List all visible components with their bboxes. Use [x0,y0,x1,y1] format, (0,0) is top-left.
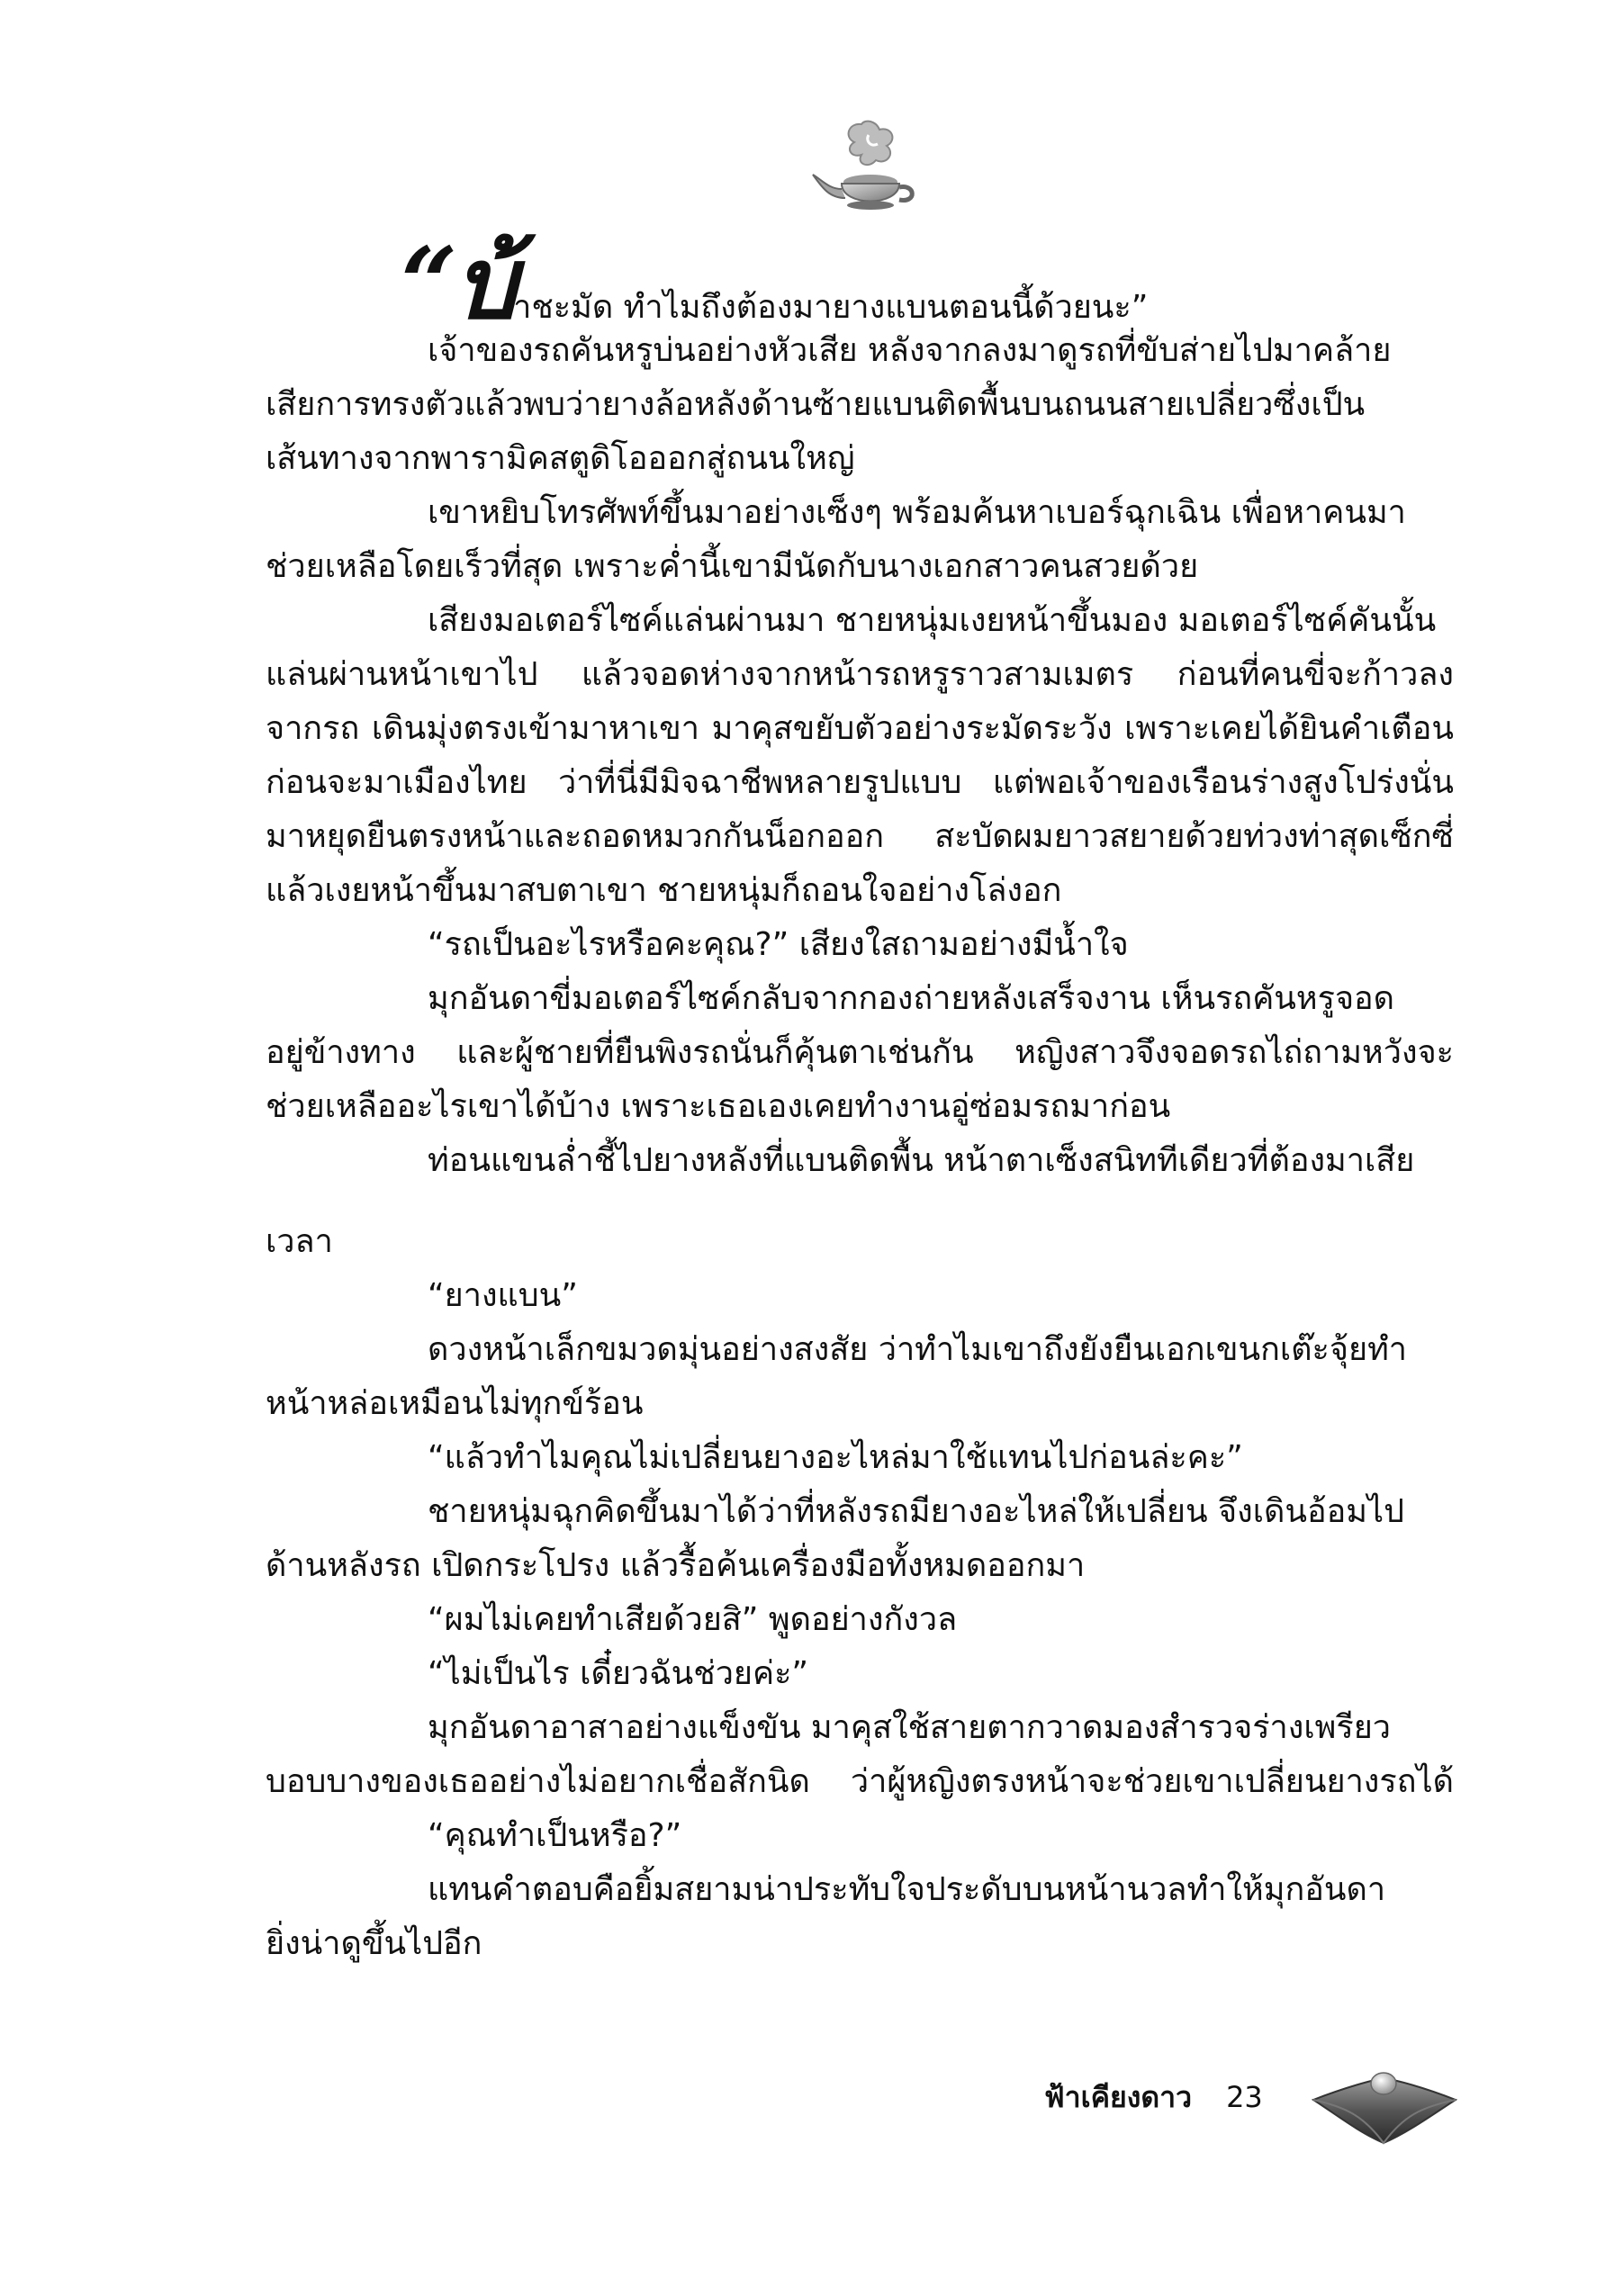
dialogue-line: “รถเป็นอะไรหรือคะคุณ?” เสียงใสถามอย่างมีน้ำใจ [428,926,1129,963]
dialogue-line: “ยางแบน” [428,1277,578,1314]
opening-text: าชะมัด ทำไมถึงต้องมายางแบนตอนนี้ด้วยนะ” [513,289,1149,326]
page-footer [1044,2070,1263,2124]
paragraph-line: เสียงมอเตอร์ไซค์แล่นผ่านมา ชายหนุ่มเงยหน้าขึ้นมอง มอเตอร์ไซค์คันนั้น [428,602,1437,639]
dialogue-line: “ผมไม่เคยทำเสียด้วยสิ” พูดอย่างกังวล [428,1601,958,1638]
paragraph-line: จากรถ เดินมุ่งตรงเข้ามาหาเขา มาคุสขยับตัวอย่างระมัดระวัง เพราะเคยได้ยินคำเตือน [266,710,1454,747]
teapot-ornament-icon [806,117,932,225]
paragraph-line: เจ้าของรถคันหรูบ่นอย่างหัวเสีย หลังจากลงมาดูรถที่ขับส่ายไปมาคล้าย [428,332,1392,369]
page-number: 23 [1226,2080,1263,2114]
paragraph-line: มุกอันดาขี่มอเตอร์ไซค์กลับจากกองถ่ายหลังเสร็จงาน เห็นรถคันหรูจอด [428,980,1395,1017]
cushion-ornament-icon [1310,2057,1458,2156]
paragraph-line: ช่วยเหลืออะไรเขาได้บ้าง เพราะเธอเองเคยทำงานอู่ซ่อมรถมาก่อน [266,1088,1171,1125]
paragraph-line: เสียการทรงตัวแล้วพบว่ายางล้อหลังด้านซ้ายแบนติดพื้นบนถนนสายเปลี่ยวซึ่งเป็น [266,386,1366,423]
paragraph-line: หน้าหล่อเหมือนไม่ทุกข์ร้อน [266,1385,644,1422]
paragraph-line: แทนคำตอบคือยิ้มสยามน่าประทับใจประดับบนหน้านวลทำให้มุกอันดา [428,1871,1386,1908]
paragraph-line: แล้วเงยหน้าขึ้นมาสบตาเขา ชายหนุ่มก็ถอนใจอย่างโล่งอก [266,872,1062,909]
paragraph-line: เวลา [266,1223,333,1260]
paragraph-line: มุกอันดาอาสาอย่างแข็งขัน มาคุสใช้สายตากวาดมองสำรวจร่างเพรียว [428,1709,1391,1746]
dialogue-line: “ไม่เป็นไร เดี๋ยวฉันช่วยค่ะ” [428,1655,809,1692]
paragraph-line: บอบบางของเธออย่างไม่อยากเชื่อสักนิด ว่าผู้หญิงตรงหน้าจะช่วยเขาเปลี่ยนยางรถได้ [266,1763,1454,1800]
paragraph-line: ดวงหน้าเล็กขมวดมุ่นอย่างสงสัย ว่าทำไมเขาถึงยังยืนเอกเขนกเต๊ะจุ้ยทำ [428,1331,1408,1368]
book-title: ฟ้าเคียงดาว [1044,2079,1193,2114]
opening-line [266,225,1454,341]
dialogue-line: “คุณทำเป็นหรือ?” [428,1817,682,1854]
body-text [266,225,1454,1971]
dropcap: “บ้ [401,225,514,341]
paragraph-line: อยู่ข้างทาง และผู้ชายที่ยืนพิงรถนั่นก็คุ้นตาเช่นกัน หญิงสาวจึงจอดรถไถ่ถามหวังจะ [266,1034,1454,1071]
paragraph-line: ก่อนจะมาเมืองไทย ว่าที่นี่มีมิจฉาชีพหลายรูปแบบ แต่พอเจ้าของเรือนร่างสูงโปร่งนั่น [266,764,1454,801]
paragraph-line: ยิ่งน่าดูขึ้นไปอีก [266,1925,482,1962]
paragraph-line: เขาหยิบโทรศัพท์ขึ้นมาอย่างเซ็งๆ พร้อมค้นหาเบอร์ฉุกเฉิน เพื่อหาคนมา [428,494,1406,531]
paragraph-line: ท่อนแขนล่ำชี้ไปยางหลังที่แบนติดพื้น หน้าตาเซ็งสนิททีเดียวที่ต้องมาเสีย [428,1142,1415,1179]
paragraph-line: ด้านหลังรถ เปิดกระโปรง แล้วรื้อค้นเครื่องมือทั้งหมดออกมา [266,1547,1086,1584]
paragraph-line: ช่วยเหลือโดยเร็วที่สุด เพราะค่ำนี้เขามีนัดกับนางเอกสาวคนสวยด้วย [266,548,1199,585]
paragraph-line: มาหยุดยืนตรงหน้าและถอดหมวกกันน็อกออก สะบัดผมยาวสยายด้วยท่วงท่าสุดเซ็กซี่ [266,818,1454,855]
paragraph-line: เส้นทางจากพารามิคสตูดิโอออกสู่ถนนใหญ่ [266,440,855,477]
paragraph-line: ชายหนุ่มฉุกคิดขึ้นมาได้ว่าที่หลังรถมียางอะไหล่ให้เปลี่ยน จึงเดินอ้อมไป [428,1493,1404,1530]
paragraph-line: แล่นผ่านหน้าเขาไป แล้วจอดห่างจากหน้ารถหรูราวสามเมตร ก่อนที่คนขี่จะก้าวลง [266,656,1454,693]
dialogue-line: “แล้วทำไมคุณไม่เปลี่ยนยางอะไหล่มาใช้แทนไปก่อนล่ะคะ” [428,1439,1243,1476]
